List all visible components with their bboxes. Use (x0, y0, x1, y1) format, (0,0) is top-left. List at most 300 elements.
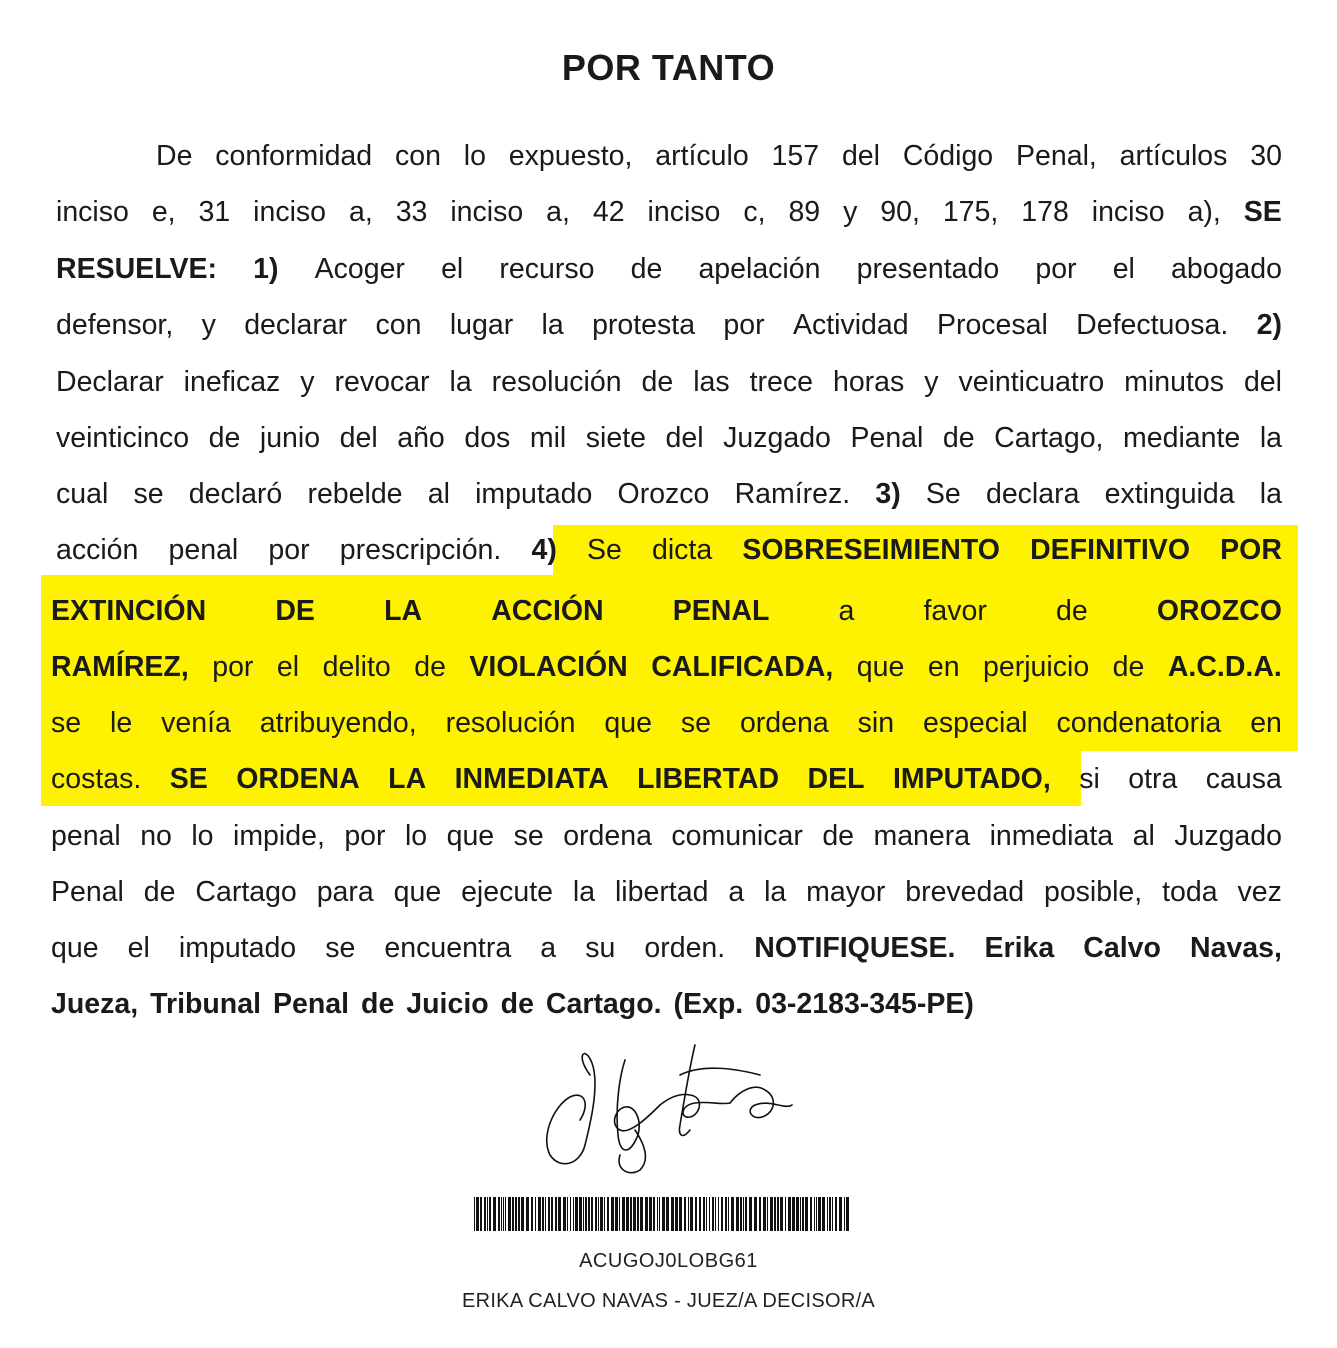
word: a (838, 595, 855, 627)
text-line (51, 648, 1282, 686)
barcode-bar (555, 1197, 557, 1231)
barcode-bar (796, 1197, 799, 1231)
word: presentado (856, 253, 1000, 285)
word: junio (259, 422, 321, 454)
word: 1) (253, 253, 279, 285)
word: por (723, 309, 765, 341)
word: 30 (1250, 140, 1282, 172)
word: de (1112, 651, 1145, 683)
barcode-bar (474, 1197, 475, 1231)
word: que (393, 876, 442, 908)
word: las (693, 366, 730, 398)
barcode-bar (526, 1197, 529, 1231)
barcode-bar (548, 1197, 550, 1231)
text-line (56, 475, 1282, 513)
word: 175, (942, 196, 999, 228)
barcode-bar (715, 1197, 716, 1231)
word: RAMÍREZ, (51, 651, 189, 683)
barcode-bar (659, 1197, 660, 1231)
word: Juicio (406, 988, 489, 1020)
text-line (51, 592, 1282, 630)
barcode-bar (583, 1197, 584, 1231)
word: condenatoria (1056, 707, 1222, 739)
word: mil (529, 422, 567, 454)
barcode-bar (573, 1197, 574, 1231)
barcode-bar (745, 1197, 747, 1231)
text-line (56, 137, 1282, 175)
word: imputado (475, 478, 593, 510)
barcode-bar (832, 1197, 833, 1231)
word: Se (586, 534, 622, 566)
word: acción (56, 534, 139, 566)
word: por (268, 534, 310, 566)
word: Penal (850, 422, 924, 454)
word: de (500, 988, 534, 1020)
text-line (56, 531, 1282, 569)
word: inciso (56, 196, 129, 228)
word: y (201, 309, 216, 341)
text-line (51, 985, 1282, 1023)
word: que (446, 820, 495, 852)
word: Navas, (1189, 932, 1282, 964)
word: DE (275, 595, 315, 627)
word: el (127, 932, 150, 964)
word: la (1259, 422, 1282, 454)
word: del (665, 422, 704, 454)
word: dos (464, 422, 511, 454)
word: Juzgado (723, 422, 831, 454)
word: toda (1162, 876, 1218, 908)
signature-code: ACUGOJ0LOBG61 (579, 1250, 758, 1272)
word: costas. (51, 763, 142, 795)
word: del (339, 422, 378, 454)
word: Actividad (792, 309, 909, 341)
word: EXTINCIÓN (51, 595, 207, 627)
word: Penal, (1016, 140, 1097, 172)
word: 31 (198, 196, 231, 228)
word: extinguida (1104, 478, 1235, 510)
barcode-bar (731, 1197, 734, 1231)
word: otra (1128, 763, 1178, 795)
word: veinticinco (56, 422, 190, 454)
barcode-bar (749, 1197, 752, 1231)
word: a (728, 876, 745, 908)
barcode-bar (480, 1197, 482, 1231)
word: el (441, 253, 464, 285)
word: PENAL (672, 595, 770, 627)
barcode-bar (829, 1197, 831, 1231)
barcode-bar (699, 1197, 701, 1231)
word: Defectuosa. (1076, 309, 1229, 341)
section-title: POR TANTO (561, 47, 776, 88)
word: comunicar (671, 820, 803, 852)
word: DEFINITIVO (1030, 534, 1190, 566)
word: 33 (395, 196, 428, 228)
word: INMEDIATA (454, 763, 609, 795)
barcode-bar (690, 1197, 693, 1231)
barcode-bar (770, 1197, 773, 1231)
word: ineficaz (183, 366, 281, 398)
barcode-bar (792, 1197, 795, 1231)
handwritten-signature-icon (530, 1035, 800, 1180)
barcode-bar (512, 1197, 514, 1231)
word: Ramírez. (734, 478, 851, 510)
barcode-bar (521, 1197, 524, 1231)
word: ordena (563, 820, 652, 852)
word: resolución (445, 707, 576, 739)
barcode-bar (518, 1197, 520, 1231)
word: 90, (880, 196, 920, 228)
word: de (1056, 595, 1088, 627)
barcode-bar (712, 1197, 714, 1231)
word: Cartago. (545, 988, 662, 1020)
text-line (56, 363, 1282, 401)
barcode-bar (740, 1197, 742, 1231)
barcode-bar (551, 1197, 553, 1231)
word: LIBERTAD (637, 763, 780, 795)
barcode-bar (535, 1197, 536, 1231)
word: De (156, 140, 193, 172)
word: Penal (272, 988, 350, 1020)
word: su (585, 932, 616, 964)
barcode-bar (619, 1197, 620, 1231)
word: Juzgado (1174, 820, 1282, 852)
barcode-bar (611, 1197, 614, 1231)
barcode-bar (508, 1197, 511, 1231)
barcode-bar (785, 1197, 786, 1231)
word: no (140, 820, 172, 852)
barcode-bar (788, 1197, 791, 1231)
signer-caption: ERIKA CALVO NAVAS - JUEZ/A DECISOR/A (461, 1290, 876, 1312)
word: inciso (450, 196, 524, 228)
barcode-bar (626, 1197, 629, 1231)
word: lo (191, 820, 214, 852)
word: minutos (1124, 366, 1224, 398)
word: Cartago, (994, 422, 1104, 454)
word: se (133, 478, 164, 510)
barcode-bar (844, 1197, 845, 1231)
word: CALIFICADA, (651, 651, 834, 683)
word: RESUELVE: (56, 253, 217, 285)
word: se (51, 707, 82, 739)
word: perjuicio (983, 651, 1090, 683)
barcode-icon (474, 1197, 850, 1231)
word: encuentra (384, 932, 512, 964)
barcode-bar (570, 1197, 571, 1231)
word: POR (1220, 534, 1282, 566)
word: le (110, 707, 133, 739)
text-line (51, 873, 1282, 911)
word: abogado (1171, 253, 1282, 285)
word: prescripción. (339, 534, 502, 566)
word: penal (51, 820, 121, 852)
word: ACCIÓN (491, 595, 604, 627)
barcode-bar (542, 1197, 544, 1231)
word: si (1079, 763, 1100, 795)
barcode-bar (558, 1197, 561, 1231)
barcode-bar (706, 1197, 707, 1231)
word: Calvo (1083, 932, 1161, 964)
word: dicta (651, 534, 713, 566)
word: al (427, 478, 450, 510)
word: DEL (807, 763, 865, 795)
barcode-bar (754, 1197, 757, 1231)
barcode-bar (684, 1197, 686, 1231)
word: resolución (491, 366, 622, 398)
barcode-bar (622, 1197, 625, 1231)
word: orden. (644, 932, 726, 964)
word: SE (169, 763, 208, 795)
barcode-bar (805, 1197, 808, 1231)
word: NOTIFIQUESE. (754, 932, 956, 964)
word: al (1132, 820, 1155, 852)
word: horas (832, 366, 905, 398)
word: la (764, 876, 787, 908)
word: 89 (788, 196, 821, 228)
barcode-bar (563, 1197, 566, 1231)
word: artículo (655, 140, 749, 172)
barcode-bar (633, 1197, 636, 1231)
barcode-bar (822, 1197, 825, 1231)
word: a (540, 932, 557, 964)
barcode-bar (736, 1197, 739, 1231)
word: SOBRESEIMIENTO (742, 534, 1000, 566)
word: especial (922, 707, 1028, 739)
barcode-bar (810, 1197, 812, 1231)
barcode-bar (607, 1197, 609, 1231)
barcode-bar (666, 1197, 669, 1231)
word: vez (1237, 876, 1282, 908)
word: para (316, 876, 374, 908)
word: 4) (531, 534, 557, 566)
barcode-bar (649, 1197, 652, 1231)
word: 178 (1021, 196, 1069, 228)
word: la (1259, 478, 1282, 510)
word: la (572, 876, 596, 908)
word: artículos (1119, 140, 1228, 172)
text-line (56, 250, 1282, 288)
barcode-bar (645, 1197, 648, 1231)
word: a), (1187, 196, 1221, 228)
word: OROZCO (1156, 595, 1282, 627)
word: causa (1205, 763, 1282, 795)
barcode-bar (579, 1197, 582, 1231)
word: a, (348, 196, 373, 228)
word: expuesto, (508, 140, 633, 172)
word: Cartago (195, 876, 297, 908)
word: Se (925, 478, 961, 510)
text-line (51, 704, 1282, 742)
barcode-bar (567, 1197, 568, 1231)
barcode-bar (718, 1197, 719, 1231)
word: Jueza, (51, 988, 139, 1020)
barcode-bar (721, 1197, 723, 1231)
word: 2) (1256, 309, 1282, 341)
word: a, (546, 196, 570, 228)
word: lo (404, 820, 428, 852)
barcode-bar (545, 1197, 546, 1231)
barcode-bar (759, 1197, 761, 1231)
word: veinticuatro (958, 366, 1105, 398)
word: trece (749, 366, 813, 398)
barcode-bar (774, 1197, 776, 1231)
barcode-bar (538, 1197, 541, 1231)
barcode-bar (814, 1197, 815, 1231)
barcode-bar (688, 1197, 689, 1231)
word: y (843, 196, 858, 228)
word: e, (151, 196, 176, 228)
word: recurso (499, 253, 595, 285)
word: inmediata (989, 820, 1114, 852)
word: Procesal (936, 309, 1048, 341)
word: el (276, 651, 300, 683)
word: que (51, 932, 99, 964)
text-line (56, 306, 1282, 344)
barcode-bar (487, 1197, 488, 1231)
barcode-bar (818, 1197, 821, 1231)
word: lo (463, 140, 486, 172)
barcode-bar (725, 1197, 727, 1231)
word: conformidad (215, 140, 373, 172)
barcode-bar (780, 1197, 783, 1231)
word: penal (168, 534, 239, 566)
barcode-bar (515, 1197, 517, 1231)
word: 03-2183-345-PE) (755, 988, 974, 1020)
word: 42 (592, 196, 625, 228)
word: la (449, 366, 472, 398)
word: cual (56, 478, 109, 510)
barcode-bar (501, 1197, 502, 1231)
barcode-bar (493, 1197, 496, 1231)
barcode-bar (615, 1197, 618, 1231)
barcode-bar (505, 1197, 506, 1231)
word: por (212, 651, 254, 683)
word: favor (923, 595, 987, 627)
barcode-bar (503, 1197, 504, 1231)
barcode-bar (827, 1197, 828, 1231)
barcode-bar (802, 1197, 804, 1231)
word: por (1035, 253, 1077, 285)
text-line (51, 929, 1282, 967)
word: por (344, 820, 386, 852)
word: rebelde (307, 478, 403, 510)
word: de (641, 366, 674, 398)
barcode-bar (640, 1197, 643, 1231)
word: Erika (984, 932, 1055, 964)
text-line (56, 193, 1282, 231)
barcode-bar (591, 1197, 593, 1231)
word: mediante (1123, 422, 1241, 454)
barcode-bar (575, 1197, 578, 1231)
word: inciso (647, 196, 721, 228)
word: 3) (875, 478, 901, 510)
barcode-bar (531, 1197, 533, 1231)
word: revocar (334, 366, 430, 398)
word: Declarar (56, 366, 164, 398)
text-line (51, 817, 1282, 855)
word: de (822, 820, 855, 852)
word: ORDENA (236, 763, 360, 795)
barcode-bar (703, 1197, 705, 1231)
barcode-bar (595, 1197, 597, 1231)
word: de (143, 876, 176, 908)
barcode-bar (585, 1197, 587, 1231)
word: año (397, 422, 445, 454)
word: se (325, 932, 356, 964)
word: ordena (739, 707, 829, 739)
word: que (604, 707, 652, 739)
word: de (361, 988, 395, 1020)
barcode-bar (657, 1197, 658, 1231)
word: protesta (592, 309, 696, 341)
word: de (208, 422, 241, 454)
barcode-bar (489, 1197, 491, 1231)
word: Tribunal (150, 988, 261, 1020)
barcode-bar (671, 1197, 674, 1231)
word: lugar (449, 309, 514, 341)
barcode-bar (662, 1197, 665, 1231)
word: y (300, 366, 315, 398)
word: del (1243, 366, 1282, 398)
barcode-bar (476, 1197, 479, 1231)
barcode-bar (484, 1197, 486, 1231)
word: en (927, 651, 960, 683)
barcode-bar (675, 1197, 678, 1231)
word: Orozco (617, 478, 710, 510)
word: Código (902, 140, 994, 172)
word: delito (322, 651, 391, 683)
barcode-bar (816, 1197, 817, 1231)
word: declarar (244, 309, 348, 341)
word: impide, (232, 820, 325, 852)
barcode-bar (637, 1197, 639, 1231)
word: la (541, 309, 564, 341)
text-line (51, 760, 1282, 798)
word: IMPUTADO, (892, 763, 1051, 795)
word: posible, (1043, 876, 1143, 908)
word: LA (384, 595, 423, 627)
barcode-bar (598, 1197, 599, 1231)
word: declaró (188, 478, 283, 510)
word: manera (873, 820, 971, 852)
word: ejecute (461, 876, 553, 908)
word: Penal (51, 876, 124, 908)
word: siete (585, 422, 646, 454)
barcode-bar (728, 1197, 729, 1231)
barcode-bar (743, 1197, 744, 1231)
word: de (630, 253, 663, 285)
barcode-bar (679, 1197, 682, 1231)
barcode-bar (800, 1197, 801, 1231)
barcode-bar (498, 1197, 500, 1231)
word: el (1112, 253, 1135, 285)
word: del (841, 140, 880, 172)
barcode-bar (839, 1197, 842, 1231)
barcode-bar (763, 1197, 766, 1231)
barcode-bar (709, 1197, 710, 1231)
word: c, (743, 196, 766, 228)
word: se (513, 820, 544, 852)
word: sin (857, 707, 895, 739)
word: en (1250, 707, 1282, 739)
word: con (375, 309, 422, 341)
word: de (414, 651, 446, 683)
word: imputado (178, 932, 297, 964)
barcode-bar (604, 1197, 605, 1231)
word: declara (985, 478, 1080, 510)
word: atribuyendo, (259, 707, 417, 739)
word: venía (161, 707, 231, 739)
